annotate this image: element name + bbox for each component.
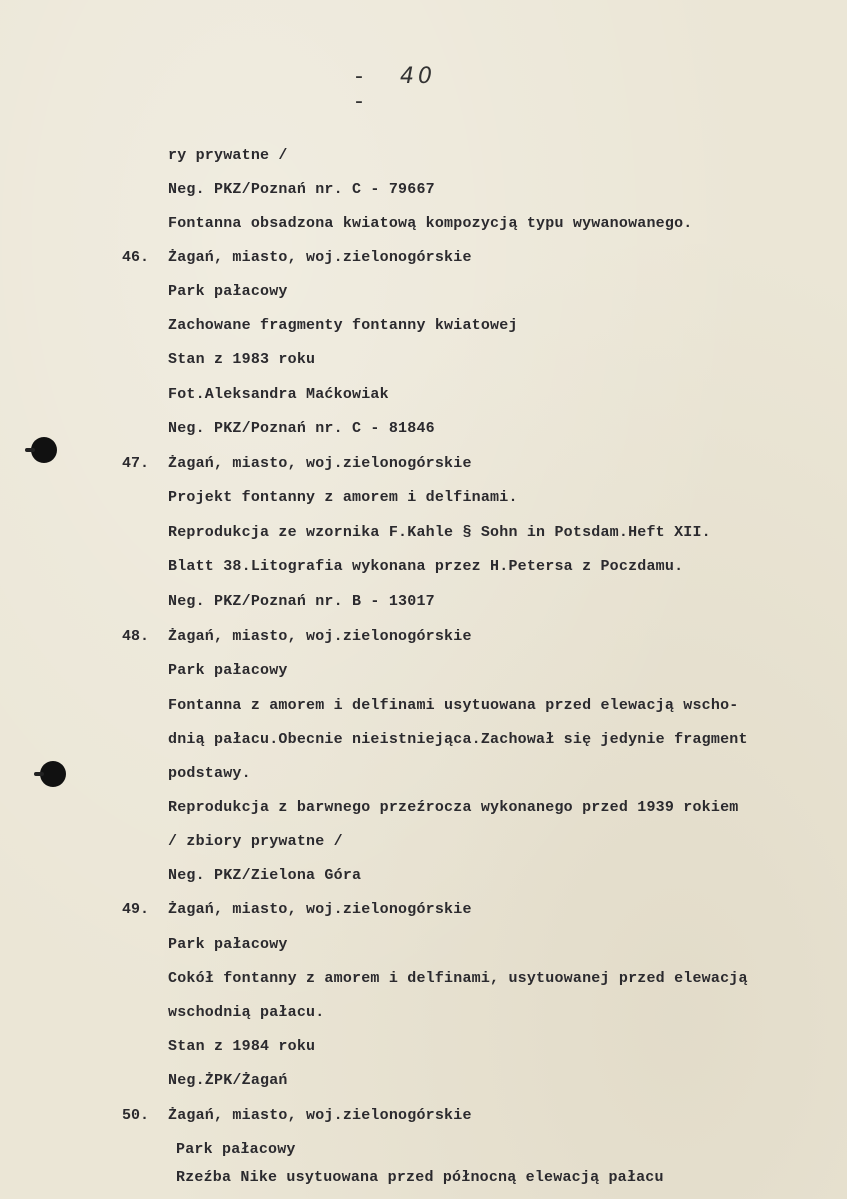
page-number-left-dash: - bbox=[355, 64, 367, 89]
page-number bbox=[355, 64, 495, 114]
text-line: Fot.Aleksandra Maćkowiak bbox=[168, 386, 389, 403]
text-line: wschodnią pałacu. bbox=[168, 1004, 325, 1021]
entry-heading: Żagań, miasto, woj.zielonogórskie bbox=[168, 901, 472, 918]
punch-hole-bottom bbox=[40, 761, 66, 787]
text-line: Neg.ŻPK/Żagań bbox=[168, 1072, 288, 1089]
entry-heading: Żagań, miasto, woj.zielonogórskie bbox=[168, 455, 472, 472]
text-line: Stan z 1983 roku bbox=[168, 351, 316, 368]
text-line: Neg. PKZ/Zielona Góra bbox=[168, 867, 362, 884]
page-number-value: 40 bbox=[399, 64, 436, 89]
entry-heading: Żagań, miasto, woj.zielonogórskie bbox=[168, 1107, 472, 1124]
text-line: Reprodukcja ze wzornika F.Kahle § Sohn in Potsdam.Heft XII. bbox=[168, 524, 711, 541]
entry-heading: Żagań, miasto, woj.zielonogórskie bbox=[168, 628, 472, 645]
text-line: Blatt 38.Litografia wykonana przez H.Petersa z Poczdamu. bbox=[168, 558, 684, 575]
text-line: Park pałacowy bbox=[168, 936, 288, 953]
text-line: Neg. PKZ/Poznań nr. B - 13017 bbox=[168, 593, 435, 610]
text-line: ry prywatne / bbox=[168, 147, 288, 164]
text-line: Park pałacowy bbox=[168, 662, 288, 679]
text-line: Reprodukcja z barwnego przeźrocza wykonanego przed 1939 rokiem bbox=[168, 799, 739, 816]
text-line: Fontanna obsadzona kwiatową kompozycją typu wywanowanego. bbox=[168, 215, 693, 232]
text-line: podstawy. bbox=[168, 765, 251, 782]
text-line: Neg. PKZ/Poznań nr. C - 81846 bbox=[168, 420, 435, 437]
entry-heading: Żagań, miasto, woj.zielonogórskie bbox=[168, 249, 472, 266]
text-line: Zachowane fragmenty fontanny kwiatowej bbox=[168, 317, 518, 334]
text-line: Park pałacowy bbox=[176, 1141, 296, 1158]
page-number-right-dash: - bbox=[355, 89, 367, 114]
text-line: Park pałacowy bbox=[168, 283, 288, 300]
entry-number: 47. bbox=[122, 455, 150, 472]
text-line: Stan z 1984 roku bbox=[168, 1038, 316, 1055]
entry-number: 46. bbox=[122, 249, 150, 266]
entry-number: 50. bbox=[122, 1107, 150, 1124]
text-line: dnią pałacu.Obecnie nieistniejąca.Zachował się jedynie fragment bbox=[168, 731, 748, 748]
text-line: Neg. PKZ/Poznań nr. C - 79667 bbox=[168, 181, 435, 198]
punch-hole-top bbox=[31, 437, 57, 463]
text-line: Cokół fontanny z amorem i delfinami, usytuowanej przed elewacją bbox=[168, 970, 748, 987]
entry-number: 48. bbox=[122, 628, 150, 645]
text-line: Rzeźba Nike usytuowana przed północną elewacją pałacu bbox=[176, 1169, 664, 1186]
entry-number: 49. bbox=[122, 901, 150, 918]
text-line: / zbiory prywatne / bbox=[168, 833, 343, 850]
text-line: Fontanna z amorem i delfinami usytuowana przed elewacją wscho- bbox=[168, 697, 739, 714]
text-line: Projekt fontanny z amorem i delfinami. bbox=[168, 489, 518, 506]
